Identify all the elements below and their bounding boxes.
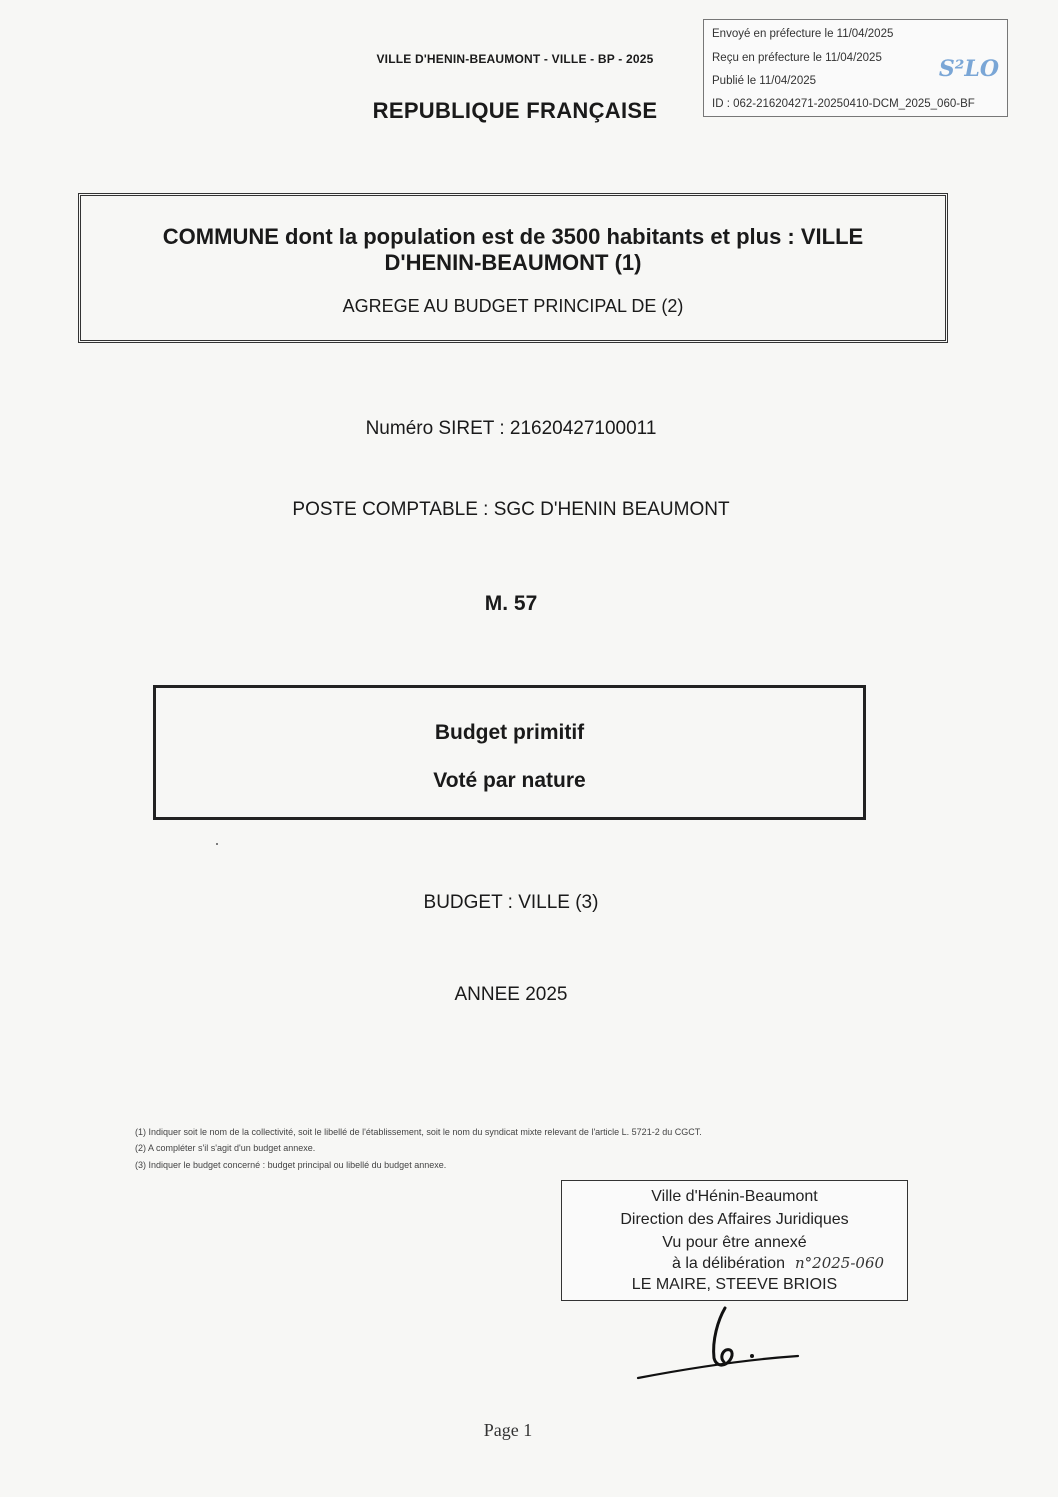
stamp-sent-date: Envoyé en préfecture le 11/04/2025 (712, 28, 894, 40)
stamp-direction: Direction des Affaires Juridiques (620, 1211, 849, 1228)
commune-subtitle: AGREGE AU BUDGET PRINCIPAL DE (2) (342, 296, 684, 316)
prefecture-stamp (703, 19, 1008, 117)
page-number: Page 1 (483, 1420, 533, 1440)
commune-title (81, 224, 945, 276)
footnote-2: (2) A compléter s'il s'agit d'un budget annexe. (135, 1143, 316, 1153)
stamp-id: ID : 062-216204271-20250410-DCM_2025_060-BF (712, 98, 975, 110)
stamp-published-date: Publié le 11/04/2025 (712, 75, 817, 87)
footnote-3: (3) Indiquer le budget concerné : budget principal ou libellé du budget annexe. (135, 1160, 447, 1170)
s2lo-logo: S²LO (938, 56, 999, 82)
handwritten-deliberation-number: n°2025-060 (795, 1254, 885, 1272)
footnote-1: (1) Indiquer soit le nom de la collectivité, soit le libellé de l'établissement, soit le nom du syndicat mixte relevant de l'article L. 5721-2 du CGCT. (135, 1127, 702, 1137)
mayor-signature (630, 1300, 810, 1385)
budget-title: Budget primitif (434, 721, 585, 744)
republic-title: REPUBLIQUE FRANÇAISE (372, 98, 658, 123)
commune-title-line2: D'HENIN-BEAUMONT (1) (384, 250, 642, 275)
siret-number: Numéro SIRET : 21620427100011 (365, 418, 657, 439)
document-reference: VILLE D'HENIN-BEAUMONT - VILLE - BP - 2025 (376, 52, 654, 66)
commune-box (78, 193, 948, 343)
commune-title-line1: COMMUNE dont la population est de 3500 habitants et plus : VILLE (162, 224, 864, 249)
mayor-approval-stamp (561, 1180, 908, 1301)
stamp-mayor-name: LE MAIRE, STEEVE BRIOIS (631, 1276, 838, 1293)
budget-box (153, 685, 866, 820)
stamp-city: Ville d'Hénin-Beaumont (651, 1188, 818, 1205)
stamp-annex-note: Vu pour être annexé (662, 1234, 807, 1251)
nomenclature: M. 57 (484, 592, 538, 615)
scan-artifact (216, 843, 218, 845)
stamp-deliberation: à la délibération (672, 1255, 785, 1272)
stamp-received-date: Reçu en préfecture le 11/04/2025 (712, 52, 882, 64)
vote-type: Voté par nature (433, 769, 586, 792)
budget-label: BUDGET : VILLE (3) (423, 892, 599, 913)
poste-comptable: POSTE COMPTABLE : SGC D'HENIN BEAUMONT (292, 499, 730, 520)
year-label: ANNEE 2025 (454, 984, 568, 1005)
